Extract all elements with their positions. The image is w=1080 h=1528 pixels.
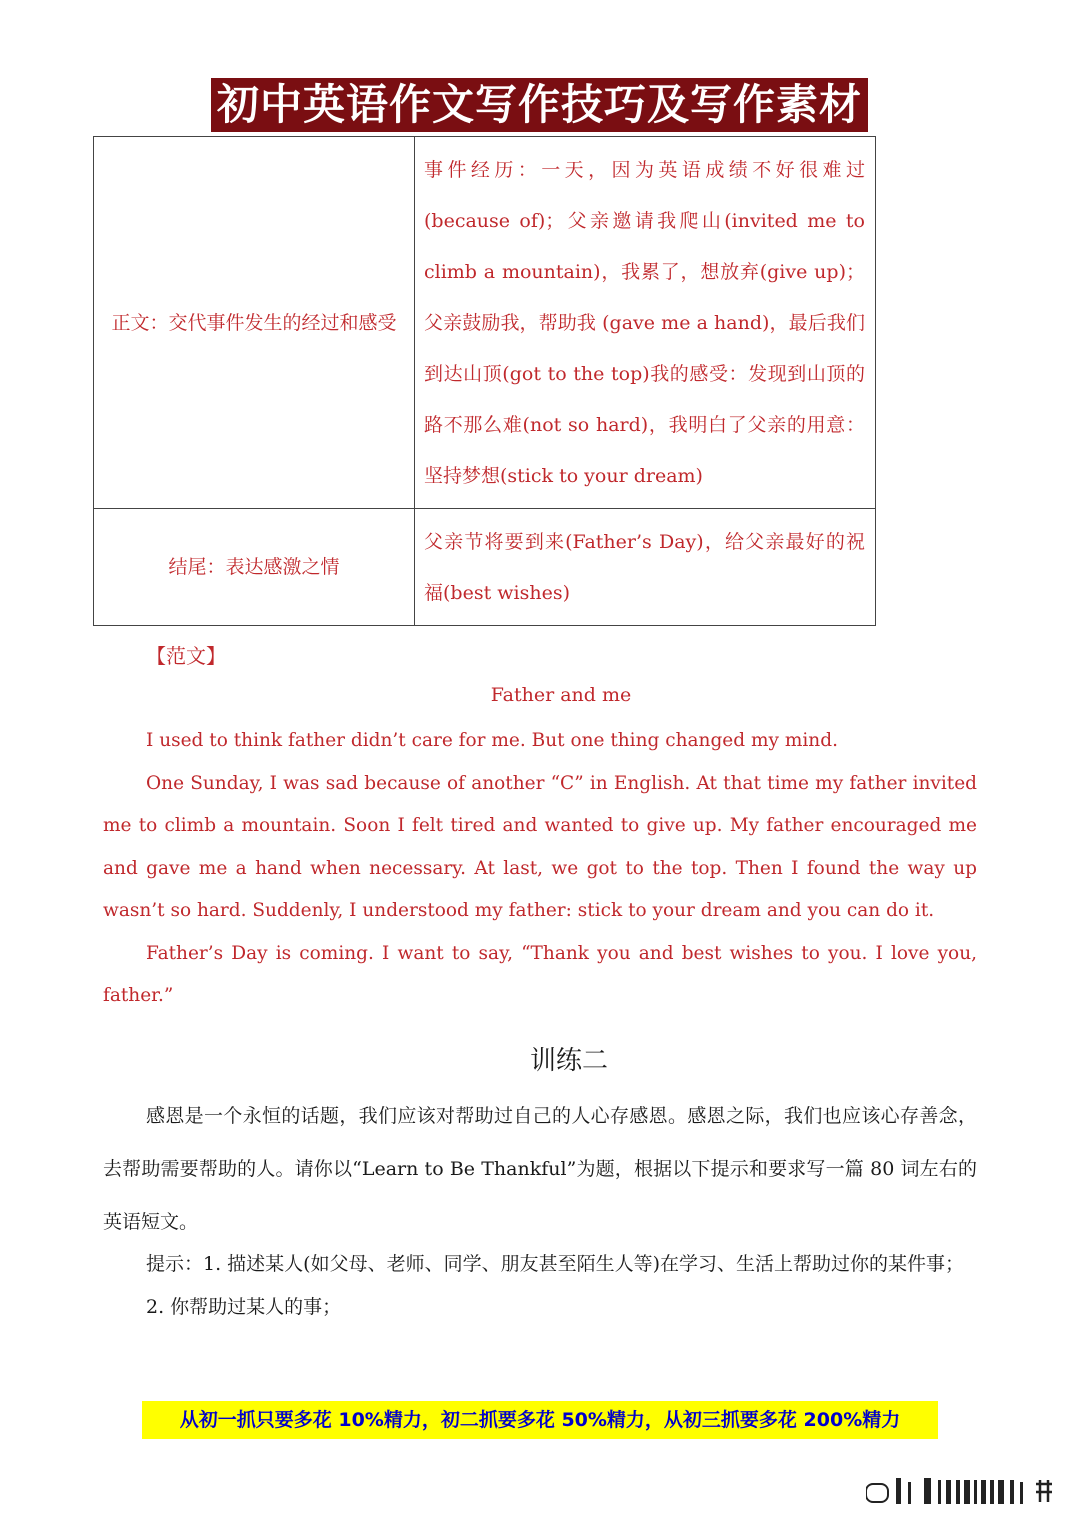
section-title: 训练二 <box>529 1046 608 1076</box>
tip-item: 提示：1. 描述某人(如父母、老师、同学、朋友甚至陌生人等)在学习、生活上帮助过你的某件事； <box>146 1253 964 1275</box>
essay-title: Father and me <box>490 684 632 706</box>
page-title: 初中英语作文写作技巧及写作素材 <box>211 78 868 132</box>
sample-tag: 【范文】 <box>146 644 226 668</box>
outline-table <box>93 136 876 626</box>
sample-essay <box>103 720 977 1018</box>
row-label: 正文：交代事件发生的经过和感受 <box>94 137 415 509</box>
watermark-logo <box>866 1474 1056 1506</box>
row-label: 结尾：表达感激之情 <box>94 509 415 626</box>
highlight-banner: 从初一抓只要多花 10%精力，初二抓要多花 50%精力，从初三抓要多花 200%精力 <box>142 1401 938 1439</box>
table-row <box>94 137 876 509</box>
tip-item: 2. 你帮助过某人的事； <box>146 1296 342 1318</box>
essay-paragraph: Father’s Day is coming. I want to say, “Thank you and best wishes to you. I love you, father.” <box>103 942 977 1006</box>
task-prompt <box>103 1090 977 1249</box>
row-content: 事件经历：一天，因为英语成绩不好很难过(because of)；父亲邀请我爬山(invited me to climb a mountain)，我累了，想放弃(give up)；父亲鼓励我，帮助我 (gave me a hand)，最后我们到达山顶(got to the top)我的感受：发现到山顶的路不那么难(not so hard)，我明白了父亲的用意：坚持梦想(stick to your dream) <box>415 137 876 509</box>
row-content: 父亲节将要到来(Father’s Day)，给父亲最好的祝福(best wishes) <box>415 509 876 626</box>
task-tips <box>103 1243 977 1329</box>
task-paragraph: 感恩是一个永恒的话题，我们应该对帮助过自己的人心存感恩。感恩之际，我们也应该心存善念，去帮助需要帮助的人。请你以“Learn to Be Thankful”为题，根据以下提示和要求写一篇 80 词左右的英语短文。 <box>103 1105 977 1233</box>
essay-paragraph: One Sunday, I was sad because of another “C” in English. At that time my father invited me to climb a mountain. Soon I felt tired and wanted to give up. My father encouraged me and gave me a hand when necessary. At last, we got to the top. Then I found the way up wasn’t so hard. Suddenly, I understood my father: stick to your dream and you can do it. <box>103 772 977 921</box>
essay-paragraph: I used to think father didn’t care for me. But one thing changed my mind. <box>146 730 838 751</box>
table-row <box>94 509 876 626</box>
